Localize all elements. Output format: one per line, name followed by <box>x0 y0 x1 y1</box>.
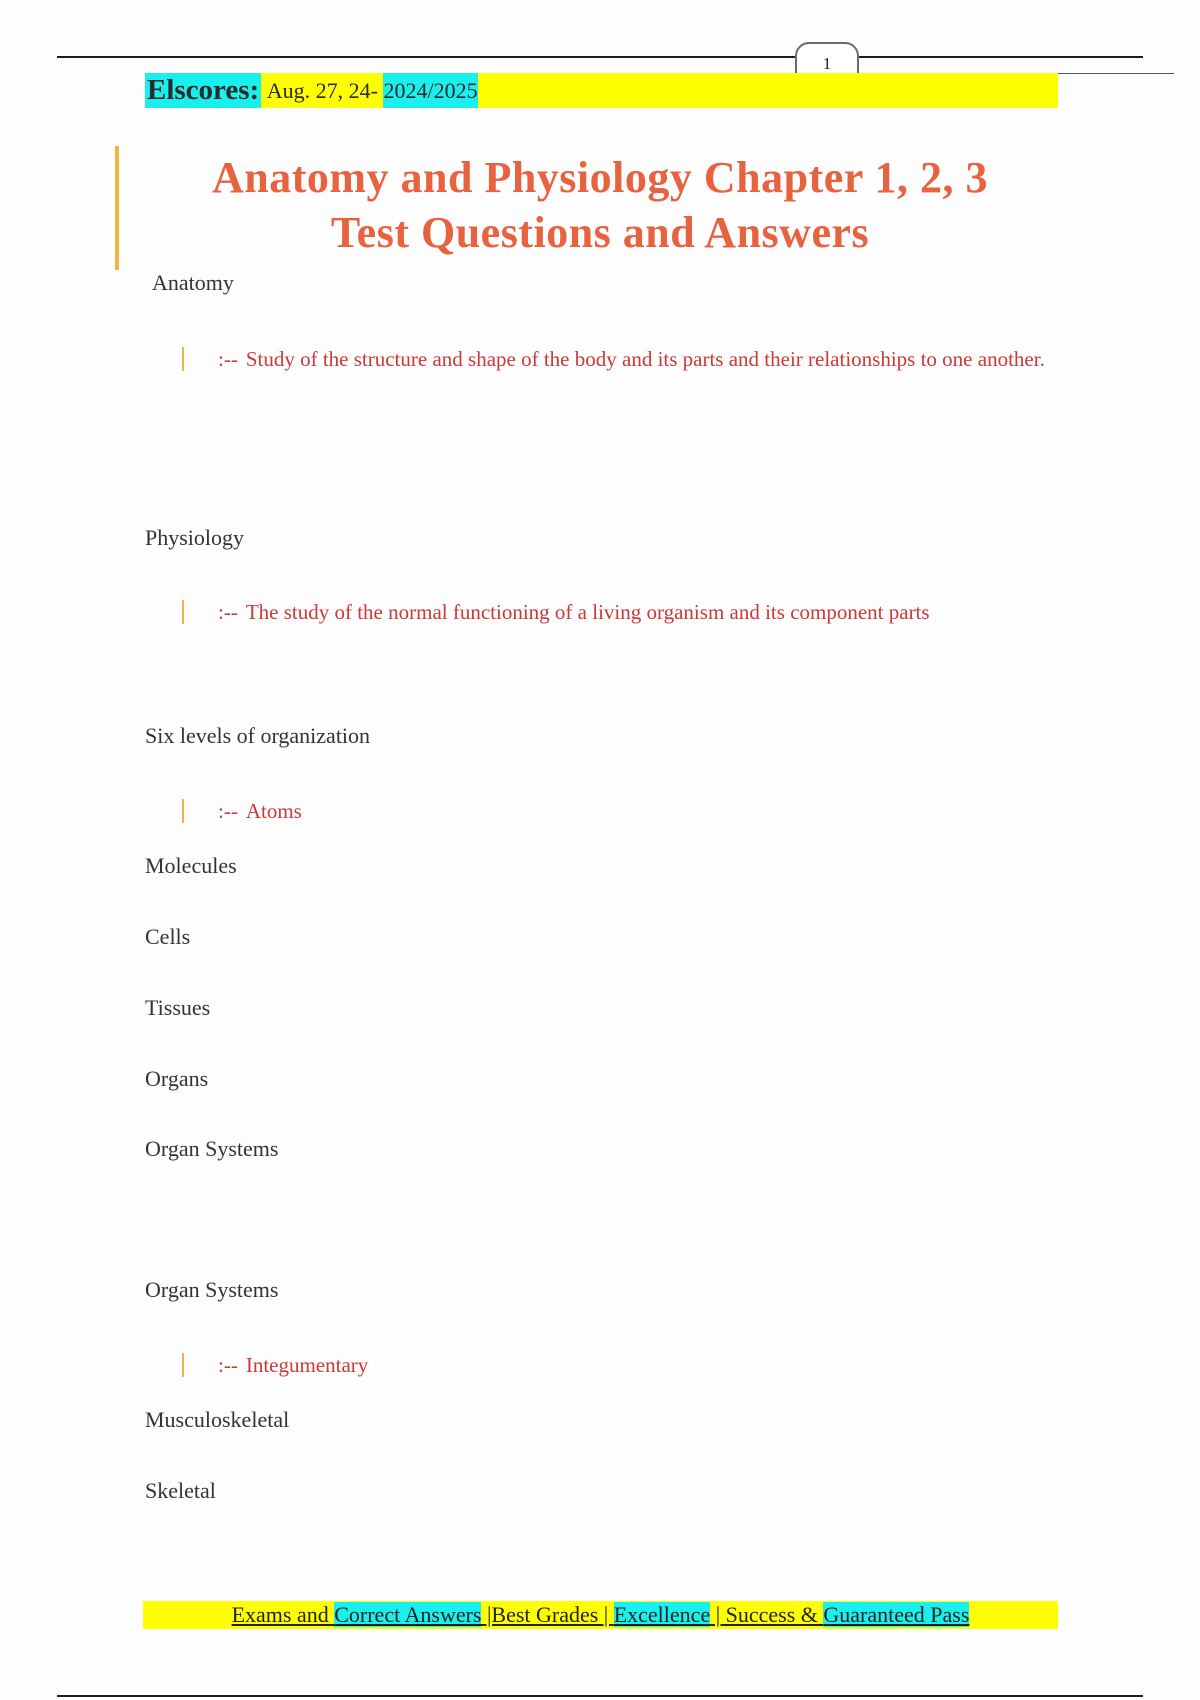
definition-prefix: :-- <box>218 600 238 624</box>
definition-text: The study of the normal functioning of a living organism and its component parts <box>245 600 930 624</box>
definition-bar <box>182 799 184 823</box>
header-year: 2024/2025 <box>383 73 477 108</box>
definition-text: Atoms <box>245 799 302 823</box>
definition-anatomy <box>182 332 1062 386</box>
definition-bar <box>182 600 184 624</box>
definition-bar <box>182 1353 184 1377</box>
bottom-rule <box>57 1695 1143 1697</box>
top-rule-right <box>859 56 1143 58</box>
footer-text-5: | Success & <box>710 1602 824 1627</box>
list-item: Molecules <box>145 853 237 878</box>
top-rule-left <box>57 56 797 58</box>
term-organ-systems: Organ Systems <box>145 1277 279 1302</box>
definition-text: Study of the structure and shape of the body and its parts and their relationships to one another. <box>245 347 1045 371</box>
term-levels-of-organization: Six levels of organization <box>145 723 371 748</box>
list-item: Organs <box>145 1066 209 1091</box>
title-line-2: Test Questions and Answers <box>330 208 870 257</box>
title-line-1: Anatomy and Physiology Chapter 1, 2, 3 <box>211 153 989 202</box>
footer-text-4: Excellence <box>613 1602 711 1627</box>
footer-banner <box>143 1601 1058 1629</box>
definition-prefix: :-- <box>218 347 238 371</box>
footer-text-2: Correct Answers <box>334 1602 482 1627</box>
definition-text: Integumentary <box>245 1353 369 1377</box>
definition-physiology <box>182 585 1062 639</box>
list-item: Skeletal <box>145 1478 216 1503</box>
definition-levels <box>182 784 1062 838</box>
footer-text-1: Exams and <box>231 1602 335 1627</box>
definition-organ-systems <box>182 1338 1062 1392</box>
list-item: Tissues <box>145 995 211 1020</box>
footer-text-3: |Best Grades | <box>481 1602 614 1627</box>
term-anatomy: Anatomy <box>152 270 234 295</box>
footer-text-6: Guaranteed Pass <box>823 1602 970 1627</box>
term-physiology: Physiology <box>145 525 245 550</box>
definition-prefix: :-- <box>218 1353 238 1377</box>
header-date: Aug. 27, 24- <box>266 78 378 103</box>
definition-prefix: :-- <box>218 799 238 823</box>
page-number: 1 <box>795 42 859 104</box>
list-item: Cells <box>145 924 191 949</box>
brand-name: Elscores: <box>147 74 260 106</box>
document-title <box>130 150 1070 260</box>
title-accent-bar <box>115 146 119 270</box>
header-banner <box>145 73 1058 108</box>
definition-bar <box>182 347 184 371</box>
list-item: Organ Systems <box>145 1136 279 1161</box>
list-item: Musculoskeletal <box>145 1407 290 1432</box>
